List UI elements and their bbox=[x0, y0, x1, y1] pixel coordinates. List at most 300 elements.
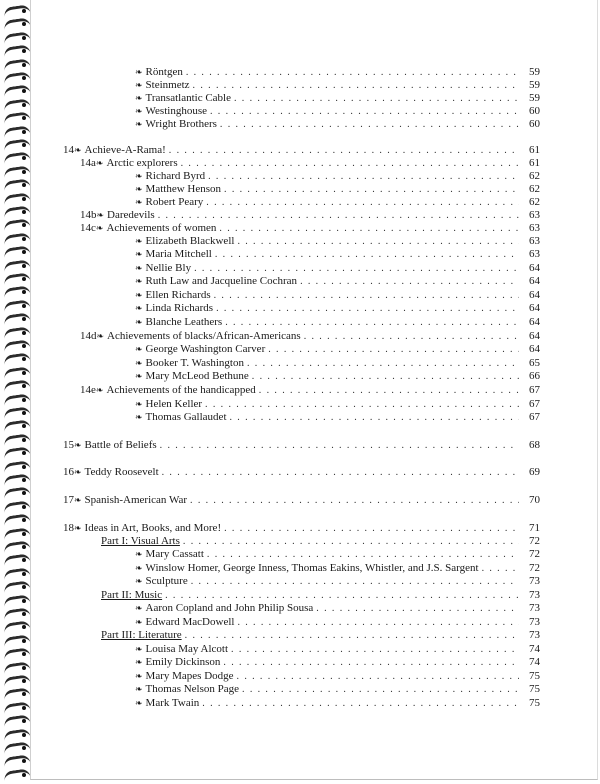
binding-coil bbox=[3, 473, 30, 487]
binding-coil bbox=[3, 272, 30, 286]
binding-coil bbox=[3, 714, 30, 728]
binding-coil bbox=[3, 554, 30, 568]
section-number: 14c bbox=[80, 222, 96, 234]
toc-entry-label bbox=[135, 370, 249, 383]
fleuron-icon: ❧ bbox=[135, 249, 143, 259]
toc-entry-label bbox=[101, 589, 162, 602]
dot-leader bbox=[316, 602, 519, 615]
toc-entry bbox=[135, 683, 540, 696]
toc-entry bbox=[80, 384, 540, 397]
binding-coil bbox=[3, 152, 30, 166]
entry-title: Mary Cassatt bbox=[145, 548, 204, 560]
binding-coil bbox=[3, 446, 30, 460]
dot-leader bbox=[210, 105, 519, 118]
toc-entry-label bbox=[135, 248, 212, 261]
page-number: 74 bbox=[529, 643, 540, 655]
entry-title: Transatlantic Cable bbox=[145, 92, 231, 104]
fleuron-icon: ❧ bbox=[96, 331, 105, 341]
toc-entry-label bbox=[135, 643, 228, 656]
binding-coil bbox=[3, 259, 30, 273]
toc-entry-label bbox=[135, 357, 244, 370]
toc-entry bbox=[80, 209, 540, 222]
page-number: 64 bbox=[529, 289, 540, 301]
binding-coil bbox=[3, 527, 30, 541]
dot-leader bbox=[202, 697, 519, 710]
toc-entry-label bbox=[135, 105, 207, 118]
page-number: 61 bbox=[529, 144, 540, 156]
binding-hole bbox=[22, 36, 26, 40]
section-number: 15 bbox=[63, 439, 74, 451]
toc-entry-label bbox=[135, 670, 234, 683]
entry-title: Thomas Gallaudet bbox=[145, 411, 227, 423]
binding-hole bbox=[22, 344, 26, 348]
entry-title: Thomas Nelson Page bbox=[145, 683, 240, 695]
dot-leader bbox=[230, 411, 520, 424]
page-number: 64 bbox=[529, 262, 540, 274]
binding-coil bbox=[3, 299, 30, 313]
dot-leader bbox=[300, 275, 519, 288]
toc-entry-label bbox=[135, 602, 313, 615]
toc-entry-label bbox=[135, 656, 220, 669]
page-number: 60 bbox=[529, 105, 540, 117]
page-number: 62 bbox=[529, 170, 540, 182]
binding-coil bbox=[3, 125, 30, 139]
page-number: 64 bbox=[529, 316, 540, 328]
dot-leader bbox=[158, 209, 519, 222]
toc-entry bbox=[135, 66, 540, 79]
dot-leader bbox=[252, 370, 519, 383]
dot-leader bbox=[268, 343, 519, 356]
toc-entry-label bbox=[63, 522, 221, 535]
binding-coil bbox=[3, 245, 30, 259]
binding-coil bbox=[3, 460, 30, 474]
binding-coil bbox=[3, 58, 30, 72]
section-number: 14b bbox=[80, 209, 97, 221]
binding-hole bbox=[22, 572, 26, 576]
binding-hole bbox=[22, 639, 26, 643]
fleuron-icon: ❧ bbox=[135, 563, 143, 573]
entry-title: Maria Mitchell bbox=[145, 248, 212, 260]
fleuron-icon: ❧ bbox=[135, 276, 143, 286]
dot-leader bbox=[162, 466, 519, 479]
toc-entry-label bbox=[135, 118, 217, 131]
toc-entry bbox=[101, 535, 540, 548]
page-number: 59 bbox=[529, 92, 540, 104]
binding-coil bbox=[3, 366, 30, 380]
binding-coil bbox=[3, 286, 30, 300]
fleuron-icon: ❧ bbox=[135, 344, 143, 354]
binding-coil bbox=[3, 768, 30, 782]
toc-entry-label bbox=[135, 575, 188, 588]
entry-title: Mark Twain bbox=[145, 697, 200, 709]
entry-title: Röntgen bbox=[145, 66, 183, 78]
fleuron-icon: ❧ bbox=[74, 495, 82, 505]
binding-hole bbox=[22, 76, 26, 80]
page-number: 70 bbox=[529, 494, 540, 506]
binding-coil bbox=[3, 755, 30, 769]
page-number: 65 bbox=[529, 357, 540, 369]
toc-entry bbox=[135, 643, 540, 656]
section-number: 14e bbox=[80, 384, 96, 396]
binding-coil bbox=[3, 594, 30, 608]
dot-leader bbox=[219, 222, 519, 235]
toc-entry bbox=[135, 79, 540, 92]
fleuron-icon: ❧ bbox=[135, 358, 143, 368]
toc-entry-label bbox=[63, 144, 166, 157]
binding-coil bbox=[3, 205, 30, 219]
entry-title: Westinghouse bbox=[145, 105, 207, 117]
fleuron-icon: ❧ bbox=[96, 210, 105, 220]
binding-coil bbox=[3, 500, 30, 514]
fleuron-icon: ❧ bbox=[135, 399, 143, 409]
binding-coil bbox=[3, 741, 30, 755]
toc-entry-label bbox=[135, 183, 221, 196]
binding-coil bbox=[3, 393, 30, 407]
page-number: 60 bbox=[529, 118, 540, 130]
page-number: 64 bbox=[529, 302, 540, 314]
entry-title: Wright Brothers bbox=[145, 118, 217, 130]
dot-leader bbox=[207, 548, 519, 561]
page-number: 75 bbox=[529, 670, 540, 682]
dot-leader bbox=[183, 535, 519, 548]
fleuron-icon: ❧ bbox=[135, 603, 143, 613]
binding-coil bbox=[3, 513, 30, 527]
binding-coil bbox=[3, 31, 30, 45]
page-number: 68 bbox=[529, 439, 540, 451]
toc-entry bbox=[63, 494, 540, 507]
binding-coil bbox=[3, 312, 30, 326]
toc-entry-label bbox=[135, 562, 479, 575]
dot-leader bbox=[165, 589, 519, 602]
binding-hole bbox=[22, 599, 26, 603]
binding-hole bbox=[22, 505, 26, 509]
toc-entry bbox=[135, 316, 540, 329]
entry-title: Steinmetz bbox=[145, 79, 190, 91]
entry-title: Mary McLeod Bethune bbox=[145, 370, 249, 382]
toc-entry bbox=[135, 343, 540, 356]
fleuron-icon: ❧ bbox=[135, 184, 143, 194]
fleuron-icon: ❧ bbox=[135, 263, 143, 273]
dot-leader bbox=[220, 118, 519, 131]
toc-entry bbox=[135, 183, 540, 196]
section-number: 16 bbox=[63, 466, 74, 478]
binding-hole bbox=[22, 277, 26, 281]
binding-coil bbox=[3, 111, 30, 125]
fleuron-icon: ❧ bbox=[74, 145, 82, 155]
fleuron-icon: ❧ bbox=[95, 385, 104, 395]
entry-title: Achievements of blacks/African-Americans bbox=[107, 330, 301, 342]
binding-hole bbox=[22, 465, 26, 469]
toc-entry bbox=[135, 575, 540, 588]
dot-leader bbox=[185, 629, 519, 642]
toc-entry-label bbox=[101, 535, 180, 548]
toc-entry bbox=[135, 235, 540, 248]
entry-title: Ruth Law and Jacqueline Cochran bbox=[145, 275, 298, 287]
section-number: 14d bbox=[80, 330, 97, 342]
fleuron-icon: ❧ bbox=[135, 549, 143, 559]
fleuron-icon: ❧ bbox=[135, 698, 143, 708]
toc-entry-label bbox=[63, 494, 187, 507]
entry-title: Part I: Visual Arts bbox=[101, 535, 180, 547]
dot-leader bbox=[169, 144, 519, 157]
toc-entry-label bbox=[135, 235, 234, 248]
toc-entry-label bbox=[80, 330, 301, 343]
page-number: 73 bbox=[529, 616, 540, 628]
binding-hole bbox=[22, 143, 26, 147]
page-number: 59 bbox=[529, 66, 540, 78]
toc-entry-label bbox=[135, 398, 202, 411]
toc-entry-label bbox=[80, 157, 178, 170]
fleuron-icon: ❧ bbox=[135, 576, 143, 586]
section-number: 14a bbox=[80, 157, 96, 169]
toc-entry-label bbox=[135, 262, 191, 275]
page-number: 75 bbox=[529, 697, 540, 709]
page-number: 64 bbox=[529, 330, 540, 342]
fleuron-icon: ❧ bbox=[135, 93, 143, 103]
toc-entry-label bbox=[135, 92, 231, 105]
dot-leader bbox=[259, 384, 519, 397]
entry-title: Achieve-A-Rama! bbox=[84, 144, 166, 156]
toc-entry-label bbox=[135, 343, 265, 356]
fleuron-icon: ❧ bbox=[135, 671, 143, 681]
dot-leader bbox=[190, 494, 519, 507]
binding-coil bbox=[3, 661, 30, 675]
binding-hole bbox=[22, 371, 26, 375]
dot-leader bbox=[237, 616, 519, 629]
binding-hole bbox=[22, 612, 26, 616]
toc-entry-label bbox=[135, 66, 183, 79]
page-number: 63 bbox=[529, 248, 540, 260]
dot-leader bbox=[206, 196, 519, 209]
entry-title: Daredevils bbox=[107, 209, 155, 221]
entry-title: Ellen Richards bbox=[145, 289, 211, 301]
toc-entry bbox=[135, 656, 540, 669]
toc-entry bbox=[63, 439, 540, 452]
toc-entry bbox=[135, 118, 540, 131]
toc-entry bbox=[135, 92, 540, 105]
binding-coil bbox=[3, 71, 30, 85]
toc-entry bbox=[80, 222, 540, 235]
binding-coil bbox=[3, 178, 30, 192]
binding-coil bbox=[3, 728, 30, 742]
toc-entry-label bbox=[135, 302, 213, 315]
fleuron-icon: ❧ bbox=[135, 657, 143, 667]
binding-coil bbox=[3, 688, 30, 702]
dot-leader bbox=[234, 92, 519, 105]
binding-coil bbox=[3, 219, 30, 233]
page-number: 72 bbox=[529, 562, 540, 574]
page-number: 75 bbox=[529, 683, 540, 695]
entry-title: Richard Byrd bbox=[145, 170, 206, 182]
binding-hole bbox=[22, 331, 26, 335]
section-number: 14 bbox=[63, 144, 74, 156]
toc-entry bbox=[101, 589, 540, 602]
toc-entry bbox=[135, 411, 540, 424]
entry-title: Nellie Bly bbox=[145, 262, 192, 274]
toc-entry bbox=[135, 196, 540, 209]
toc-entry bbox=[63, 466, 540, 479]
toc-entry-label bbox=[135, 79, 190, 92]
page-number: 73 bbox=[529, 575, 540, 587]
binding-hole bbox=[22, 438, 26, 442]
dot-leader bbox=[225, 316, 519, 329]
dot-leader bbox=[191, 575, 519, 588]
toc-entry bbox=[135, 357, 540, 370]
dot-leader bbox=[205, 398, 519, 411]
toc-entry-label bbox=[135, 616, 234, 629]
dot-leader bbox=[242, 683, 519, 696]
entry-title: Booker T. Washington bbox=[145, 357, 244, 369]
binding-coil bbox=[3, 647, 30, 661]
fleuron-icon: ❧ bbox=[74, 467, 82, 477]
binding-hole bbox=[22, 398, 26, 402]
page-number: 71 bbox=[529, 522, 540, 534]
dot-leader bbox=[237, 670, 519, 683]
fleuron-icon: ❧ bbox=[135, 371, 143, 381]
binding-hole bbox=[22, 304, 26, 308]
toc-entry bbox=[80, 157, 540, 170]
dot-leader bbox=[186, 66, 519, 79]
entry-title: Spanish-American War bbox=[84, 494, 188, 506]
entry-title: Part III: Literature bbox=[101, 629, 182, 641]
toc-entry-label bbox=[135, 411, 227, 424]
page-number: 59 bbox=[529, 79, 540, 91]
toc-entry bbox=[135, 248, 540, 261]
fleuron-icon: ❧ bbox=[135, 303, 143, 313]
binding-coil bbox=[3, 85, 30, 99]
binding-coil bbox=[3, 406, 30, 420]
binding-hole bbox=[22, 103, 26, 107]
binding-hole bbox=[22, 197, 26, 201]
binding-hole bbox=[22, 746, 26, 750]
toc-entry-label bbox=[135, 289, 211, 302]
binding-coil bbox=[3, 540, 30, 554]
entry-title: Achievements of women bbox=[106, 222, 217, 234]
binding-coil bbox=[3, 138, 30, 152]
fleuron-icon: ❧ bbox=[135, 67, 143, 77]
page-number: 74 bbox=[529, 656, 540, 668]
page-number: 63 bbox=[529, 222, 540, 234]
fleuron-icon: ❧ bbox=[135, 197, 143, 207]
entry-title: Teddy Roosevelt bbox=[84, 466, 159, 478]
entry-title: Elizabeth Blackwell bbox=[145, 235, 235, 247]
binding-coil bbox=[3, 326, 30, 340]
binding-coil bbox=[3, 634, 30, 648]
entry-title: George Washington Carver bbox=[145, 343, 266, 355]
toc-entry-label bbox=[135, 196, 203, 209]
dot-leader bbox=[224, 183, 519, 196]
entry-title: Winslow Homer, George Inness, Thomas Eakins, Whistler, and J.S. Sargent bbox=[145, 562, 479, 574]
binding-hole bbox=[22, 9, 26, 13]
toc-entry bbox=[135, 616, 540, 629]
toc-entry bbox=[135, 697, 540, 710]
binding-coil bbox=[3, 607, 30, 621]
page-number: 66 bbox=[529, 370, 540, 382]
fleuron-icon: ❧ bbox=[135, 617, 143, 627]
binding-coil bbox=[3, 44, 30, 58]
toc-entry-label bbox=[80, 209, 155, 222]
binding-hole bbox=[22, 170, 26, 174]
page-number: 62 bbox=[529, 183, 540, 195]
binding-coil bbox=[3, 18, 30, 32]
fleuron-icon: ❧ bbox=[95, 158, 104, 168]
page-number: 73 bbox=[529, 602, 540, 614]
fleuron-icon: ❧ bbox=[74, 523, 82, 533]
binding-coil bbox=[3, 339, 30, 353]
toc-entry bbox=[135, 289, 540, 302]
binding-coil bbox=[3, 379, 30, 393]
toc-entry bbox=[135, 370, 540, 383]
toc-entry bbox=[135, 105, 540, 118]
entry-title: Ideas in Art, Books, and More! bbox=[84, 522, 222, 534]
binding-hole bbox=[22, 130, 26, 134]
entry-title: Robert Peary bbox=[145, 196, 204, 208]
dot-leader bbox=[194, 262, 519, 275]
page-number: 69 bbox=[529, 466, 540, 478]
fleuron-icon: ❧ bbox=[74, 440, 82, 450]
dot-leader bbox=[160, 439, 519, 452]
binding-hole bbox=[22, 532, 26, 536]
toc-entry bbox=[63, 144, 540, 157]
entry-title: Mary Mapes Dodge bbox=[145, 670, 234, 682]
page-number: 73 bbox=[529, 589, 540, 601]
dot-leader bbox=[215, 248, 519, 261]
dot-leader bbox=[231, 643, 519, 656]
toc-entry-label bbox=[135, 683, 239, 696]
toc-entry bbox=[135, 170, 540, 183]
dot-leader bbox=[247, 357, 519, 370]
toc-entry bbox=[80, 330, 540, 343]
binding-coil bbox=[3, 232, 30, 246]
toc-entry bbox=[135, 262, 540, 275]
toc-entry bbox=[135, 548, 540, 561]
entry-title: Emily Dickinson bbox=[145, 656, 221, 668]
binding-hole bbox=[22, 666, 26, 670]
entry-title: Matthew Henson bbox=[145, 183, 222, 195]
dot-leader bbox=[304, 330, 519, 343]
toc-entry bbox=[135, 670, 540, 683]
page-number: 64 bbox=[529, 343, 540, 355]
fleuron-icon: ❧ bbox=[135, 119, 143, 129]
page-number: 61 bbox=[529, 157, 540, 169]
binding-coil bbox=[3, 674, 30, 688]
binding-hole bbox=[22, 733, 26, 737]
page-number: 67 bbox=[529, 411, 540, 423]
fleuron-icon: ❧ bbox=[135, 171, 143, 181]
dot-leader bbox=[223, 656, 519, 669]
dot-leader bbox=[181, 157, 519, 170]
dot-leader bbox=[216, 302, 519, 315]
fleuron-icon: ❧ bbox=[135, 80, 143, 90]
toc-entry-label bbox=[135, 697, 199, 710]
binding-coil bbox=[3, 353, 30, 367]
binding-hole bbox=[22, 411, 26, 415]
binding-coil bbox=[3, 192, 30, 206]
page-number: 63 bbox=[529, 209, 540, 221]
toc-entry bbox=[135, 562, 540, 575]
entry-title: Linda Richards bbox=[145, 302, 214, 314]
toc-entry-label bbox=[101, 629, 182, 642]
fleuron-icon: ❧ bbox=[135, 412, 143, 422]
toc-entry-label bbox=[135, 275, 297, 288]
binding-coil bbox=[3, 621, 30, 635]
dot-leader bbox=[224, 522, 519, 535]
dot-leader bbox=[237, 235, 519, 248]
binding-coil bbox=[3, 701, 30, 715]
binding-hole bbox=[22, 237, 26, 241]
binding-hole bbox=[22, 63, 26, 67]
entry-title: Arctic explorers bbox=[106, 157, 178, 169]
